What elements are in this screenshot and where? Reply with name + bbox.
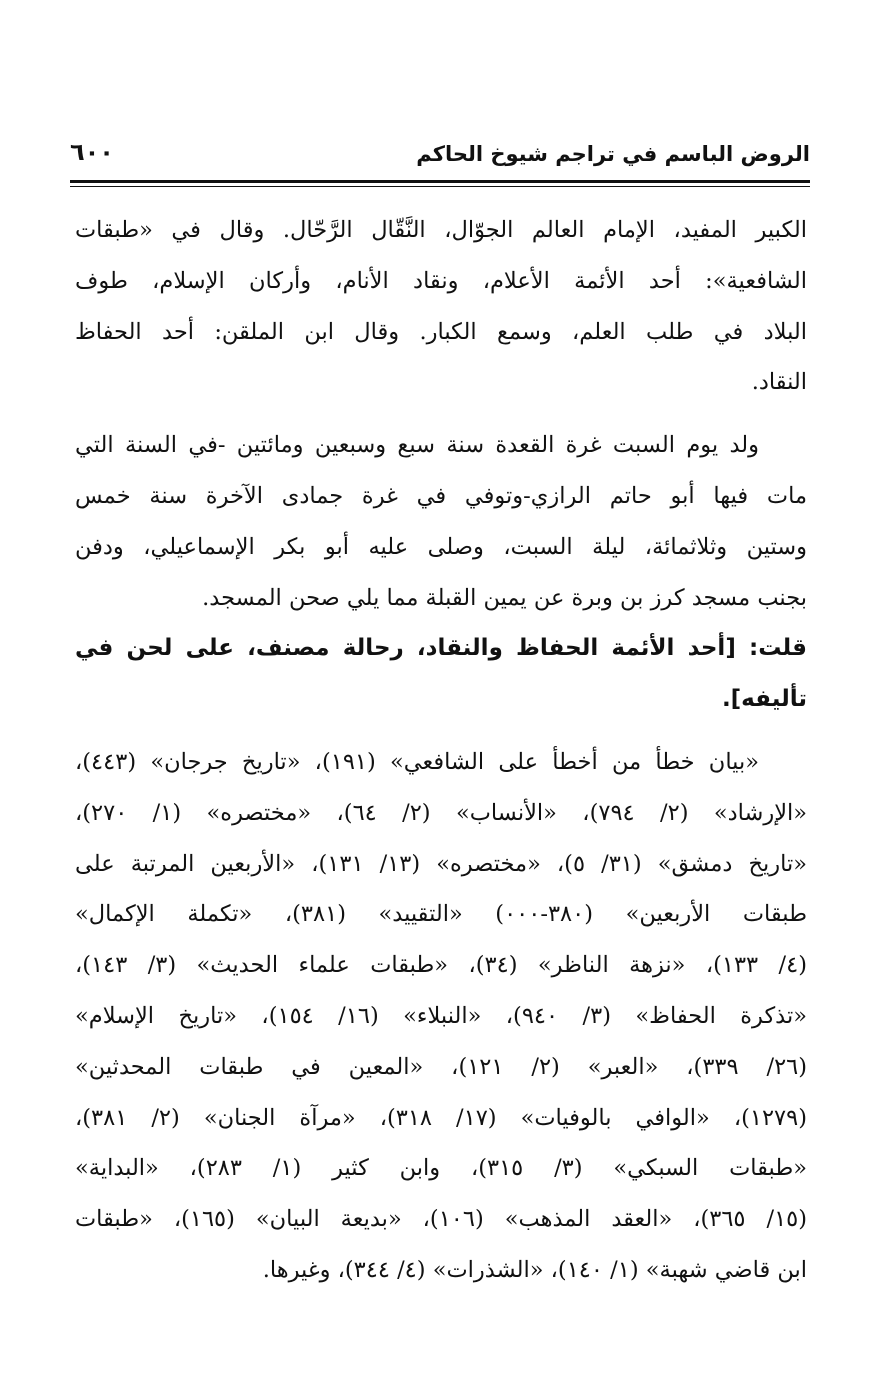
text-line: البلاد في طلب العلم، وسمع الكبار. وقال ابن الملقن: أحد الحفاظ: [75, 318, 807, 345]
paragraph-sources: [75, 737, 807, 1296]
paragraph-biography: [75, 205, 807, 408]
text-line: (١٥/ ٣٦٥)، «العقد المذهب» (١٠٦)، «بديعة البيان» (١٦٥)، «طبقات: [75, 1206, 807, 1233]
running-title: الروض الباسم في تراجم شيوخ الحاكم: [416, 142, 810, 166]
page-header: [70, 138, 810, 178]
text-line: طبقات الأربعين» (٣٨٠-٠٠٠) «التقييد» (٣٨١)، «تكملة الإكمال»: [75, 901, 807, 928]
text-line: قلت: [أحد الأئمة الحفاظ والنقاد، رحالة مصنف، على لحن في: [75, 635, 807, 662]
header-rule-thick: [70, 180, 810, 183]
text-line: الكبير المفيد، الإمام العالم الجوّال، النَّقّال الرَّحّال. وقال في «طبقات: [75, 217, 807, 243]
text-line: الشافعية»: أحد الأئمة الأعلام، ونقاد الأنام، وأركان الإسلام، طوف: [75, 267, 807, 294]
text-line: (٢٦/ ٣٣٩)، «العبر» (٢/ ١٢١)، «المعين في طبقات المحدثين»: [75, 1053, 807, 1080]
text-line: وستين وثلاثمائة، ليلة السبت، وصلى عليه أبو بكر الإسماعيلي، ودفن: [75, 533, 807, 560]
text-line: تأليفه].: [721, 686, 807, 713]
text-line: «بيان خطأ من أخطأ على الشافعي» (١٩١)، «تاريخ جرجان» (٤٤٣)،: [75, 748, 759, 775]
text-line: النقاد.: [751, 369, 807, 396]
paragraph-birth-death: [75, 420, 807, 623]
text-line: (٤/ ١٣٣)، «نزهة الناظر» (٣٤)، «طبقات علماء الحديث» (٣/ ١٤٣)،: [75, 952, 807, 979]
text-line: (١٢٧٩)، «الوافي بالوفيات» (١٧/ ٣١٨)، «مرآة الجنان» (٢/ ٣٨١)،: [75, 1104, 807, 1131]
page-body: [75, 205, 807, 1296]
header-rule-thin: [70, 186, 810, 187]
page-number: ٦٠٠: [70, 138, 114, 166]
text-line: بجنب مسجد كرز بن وبرة عن يمين القبلة مما يلي صحن المسجد.: [202, 584, 807, 611]
text-line: «طبقات السبكي» (٣/ ٣١٥)، وابن كثير (١/ ٢٨٣)، «البداية»: [75, 1155, 807, 1182]
text-line: مات فيها أبو حاتم الرازي-وتوفي في غرة جمادى الآخرة سنة خمس: [75, 482, 807, 509]
text-line: ولد يوم السبت غرة القعدة سنة سبع وسبعين ومائتين -في السنة التي: [75, 432, 759, 459]
text-line: ابن قاضي شهبة» (١/ ١٤٠)، «الشذرات» (٤/ ٣٤٤)، وغيرها.: [262, 1256, 807, 1283]
paragraph-verdict: [75, 623, 807, 725]
text-line: «تاريخ دمشق» (٣١/ ٥)، «مختصره» (١٣/ ١٣١)، «الأربعين المرتبة على: [75, 850, 807, 877]
text-line: «الإرشاد» (٢/ ٧٩٤)، «الأنساب» (٢/ ٦٤)، «مختصره» (١/ ٢٧٠)،: [75, 799, 807, 826]
text-line: «تذكرة الحفاظ» (٣/ ٩٤٠)، «النبلاء» (١٦/ ١٥٤)، «تاريخ الإسلام»: [75, 1002, 807, 1029]
